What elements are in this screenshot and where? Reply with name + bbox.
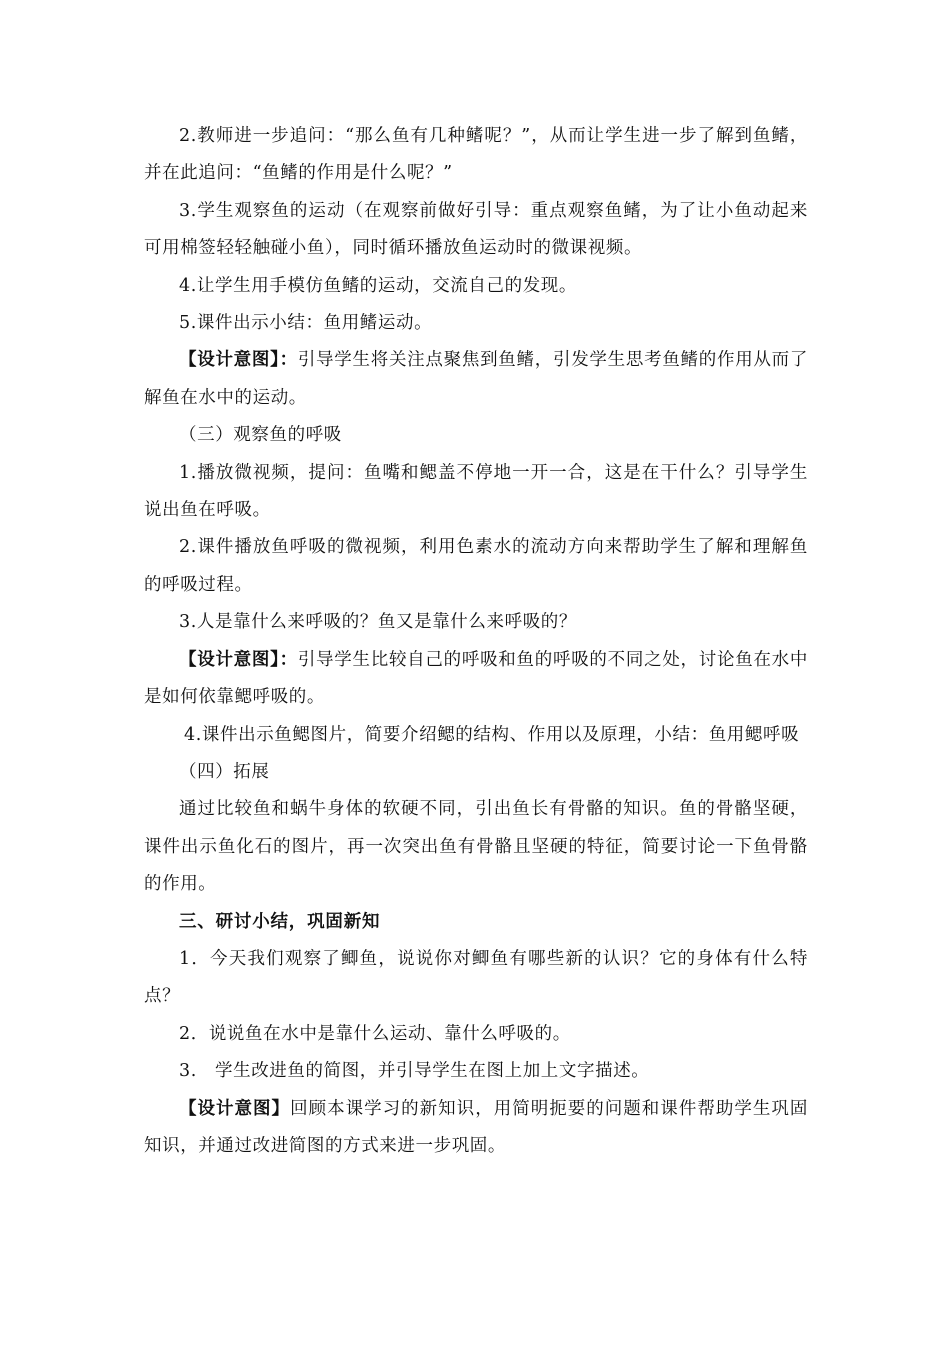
paragraph-review-3: 3. 学生改进鱼的简图，并引导学生在图上加上文字描述。 [179, 1061, 650, 1082]
paragraph-design-intent-2 [144, 642, 808, 717]
paragraph-teacher-question: 2.教师进一步追问：“那么鱼有几种鳍呢？”，从而让学生进一步了解到鱼鳍，并在此追问：“鱼鳍的作用是什么呢？” [144, 126, 808, 184]
section-heading-breathing: （三）观察鱼的呼吸 [179, 425, 342, 446]
paragraph-review-1: 1．今天我们观察了鲫鱼，说说你对鲫鱼有哪些新的认识？它的身体有什么特点？ [144, 948, 808, 1007]
design-intent-label: 【设计意图】 [179, 1098, 291, 1119]
section-heading-extension: （四）拓展 [179, 761, 270, 782]
design-intent-label: 【设计意图】： [179, 649, 298, 670]
paragraph-breathing-video: 2.课件播放鱼呼吸的微视频，利用色素水的流动方向来帮助学生了解和理解鱼的呼吸过程。 [144, 537, 808, 595]
paragraph-observe-movement: 3.学生观察鱼的运动（在观察前做好引导：重点观察鱼鳍，为了让小鱼动起来可用棉签轻轻触碰小鱼），同时循环播放鱼运动时的微课视频。 [144, 200, 808, 259]
paragraph-play-video: 1.播放微视频，提问：鱼嘴和鳃盖不停地一开一合，这是在干什么？引导学生说出鱼在呼吸。 [144, 462, 808, 521]
paragraph-compare-breathing: 3.人是靠什么来呼吸的？鱼又是靠什么来呼吸的？ [179, 612, 577, 633]
design-intent-text: 引导学生比较自己的呼吸和鱼的呼吸的不同之处，讨论鱼在水中是如何依靠鳃呼吸的。 [144, 649, 808, 708]
design-intent-label: 【设计意图】： [179, 350, 298, 371]
paragraph-summary-fins: 5.课件出示小结：鱼用鳍运动。 [179, 313, 433, 334]
paragraph-design-intent-1 [144, 342, 808, 417]
design-intent-text: 引导学生将关注点聚焦到鱼鳍，引发学生思考鱼鳍的作用从而了解鱼在水中的运动。 [144, 350, 808, 408]
paragraph-review-2: 2．说说鱼在水中是靠什么运动、靠什么呼吸的。 [179, 1023, 571, 1044]
section-heading-review: 三、研讨小结，巩固新知 [179, 911, 381, 932]
paragraph-gill-picture: 4.课件出示鱼鳃图片，简要介绍鳃的结构、作用以及原理，小结：鱼用鳃呼吸 [184, 724, 800, 745]
paragraph-design-intent-3 [144, 1091, 808, 1166]
design-intent-text: 回顾本课学习的新知识，用简明扼要的问题和课件帮助学生巩固知识，并通过改进简图的方式来进一步巩固。 [144, 1098, 808, 1156]
paragraph-skeleton: 通过比较鱼和蜗牛身体的软硬不同，引出鱼长有骨骼的知识。鱼的骨骼坚硬，课件出示鱼化石的图片，再一次突出鱼有骨骼且坚硬的特征，简要讨论一下鱼骨骼的作用。 [144, 799, 808, 895]
paragraph-imitate-fins: 4.让学生用手模仿鱼鳍的运动，交流自己的发现。 [179, 275, 577, 296]
document-body [144, 118, 808, 1165]
